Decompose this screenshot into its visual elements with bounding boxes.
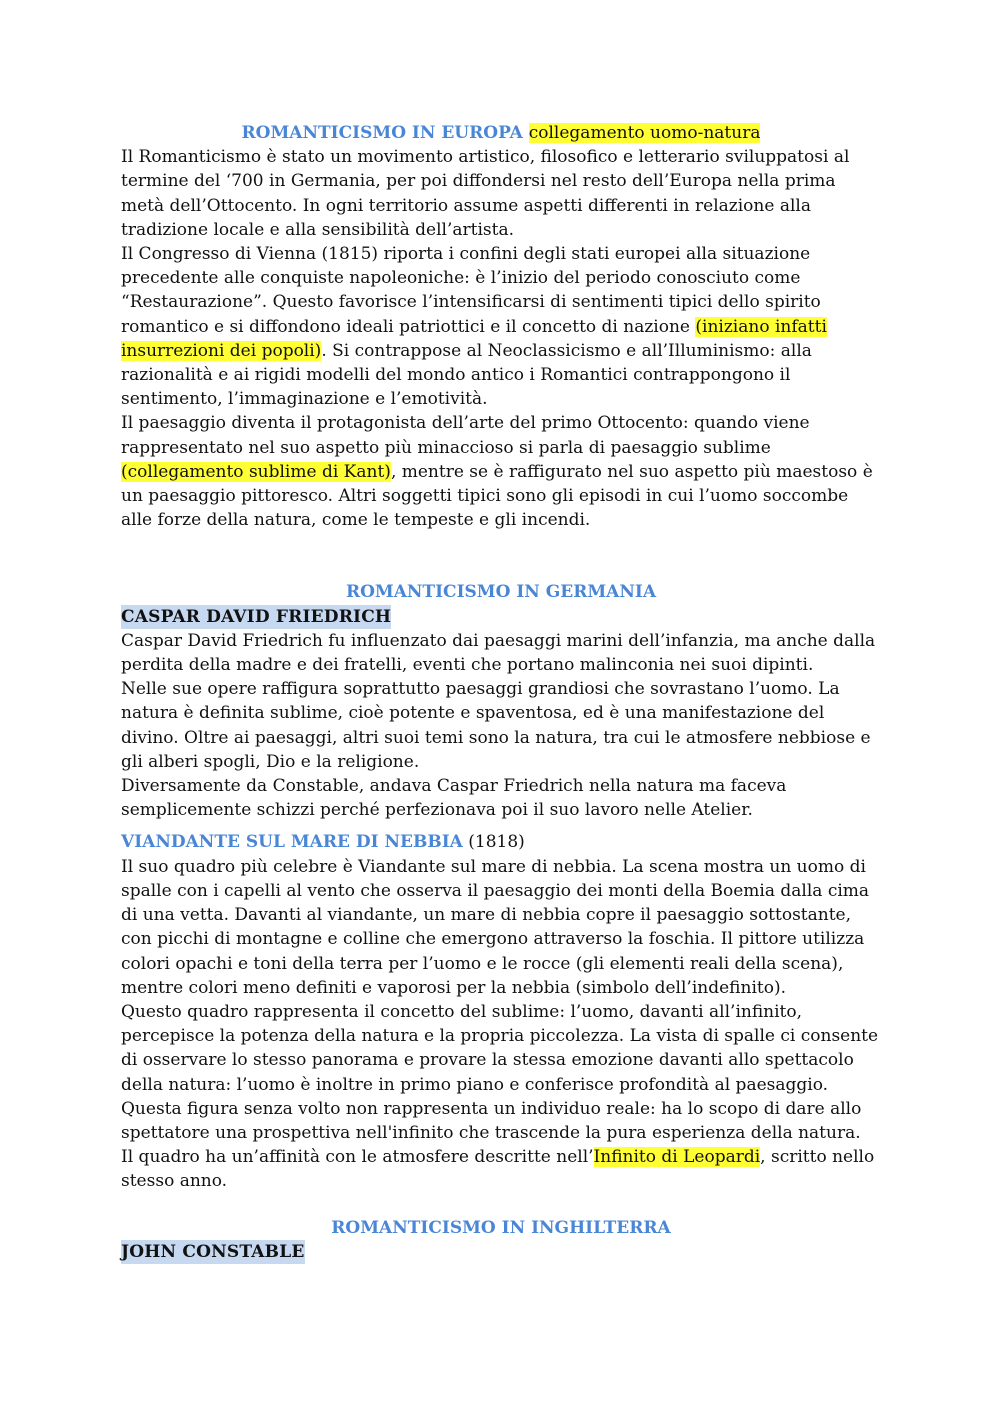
paragraph-text: Il quadro ha un’affinità con le atmosfere descritte nell’ bbox=[121, 1147, 594, 1168]
heading-romanticismo-germania: ROMANTICISMO IN GERMANIA bbox=[345, 582, 657, 603]
artwork-year: (1818) bbox=[462, 832, 525, 853]
paragraph-text: , scritto nello stesso anno. bbox=[121, 1147, 875, 1192]
paragraph: Questo quadro rappresenta il concetto del sublime: l’uomo, davanti all’infinito, percepisce la potenza della natura e la propria piccolezza. La vista di spalle ci consente di osservare lo stesso panorama e provare la stessa emozione davanti allo spettacolo della natura: l’uomo è inoltre in primo piano e conferisce profondità al paesaggio. Questa figura senza volto non rappresenta un individuo reale: ha lo scopo di dare allo spettatore una prospettiva nell'infinito che trascende la pura esperienza della natura. bbox=[121, 1001, 879, 1143]
artwork-heading bbox=[121, 830, 881, 854]
paragraph bbox=[121, 411, 881, 532]
heading-text: ROMANTICISMO IN EUROPA bbox=[241, 123, 523, 143]
document-page bbox=[121, 121, 881, 1264]
paragraph-text: , mentre se è raffigurato nel suo aspetto più maestoso è un paesaggio pittoresco. Altri soggetti tipici sono gli episodi in cui l’uomo soccombe alle forze della natura, come le tempeste e gli incendi. bbox=[121, 461, 873, 531]
highlighted-text: Infinito di Leopardi bbox=[593, 1147, 761, 1168]
paragraph: Diversamente da Constable, andava Caspar Friedrich nella natura ma faceva semplicemente schizzi perché perfezionava poi il suo lavoro nelle Atelier. bbox=[121, 776, 787, 821]
paragraph-text: Il paesaggio diventa il protagonista dell’arte del primo Ottocento: quando viene rappresentato nel suo aspetto più minaccioso si parla di paesaggio sublime bbox=[121, 413, 810, 458]
paragraph bbox=[121, 1145, 881, 1193]
artist-name: CASPAR DAVID FRIEDRICH bbox=[121, 605, 391, 629]
paragraph bbox=[121, 242, 881, 411]
paragraph-text: . Si contrappose al Neoclassicismo e all’Illuminismo: alla razionalità e ai rigidi modelli del mondo antico i Romantici contrappongono il sentimento, l’immaginazione e l’emotività. bbox=[121, 340, 812, 410]
highlighted-text: (iniziano infatti insurrezioni dei popoli) bbox=[121, 316, 827, 361]
highlighted-text: (collegamento sublime di Kant) bbox=[121, 461, 391, 482]
artist-name: JOHN CONSTABLE bbox=[121, 1240, 305, 1264]
paragraph: Il Romanticismo è stato un movimento artistico, filosofico e letterario sviluppatosi al termine del ‘700 in Germania, per poi diffondersi nel resto dell’Europa nella prima metà dell’Ottocento. In ogni territorio assume aspetti differenti in relazione alla tradizione locale e alla sensibilità dell’artista. bbox=[121, 147, 850, 240]
paragraph: Il suo quadro più celebre è Viandante sul mare di nebbia. La scena mostra un uomo di spalle con i capelli al vento che osserva il paesaggio dei monti della Boemia dalla cima di una vetta. Davanti al viandante, un mare di nebbia copre il paesaggio sottostante, con picchi di montagne e colline che emergono attraverso la foschia. Il pittore utilizza colori opachi e toni della terra per l’uomo e le rocce (gli elementi reali della scena), mentre colori meno definiti e vaporosi per la nebbia (simbolo dell’indefinito). bbox=[121, 856, 870, 998]
paragraph: Nelle sue opere raffigura soprattutto paesaggi grandiosi che sovrastano l’uomo. La natura è definita sublime, cioè potente e spaventosa, ed è una manifestazione del divino. Oltre ai paesaggi, altri suoi temi sono la natura, tra cui le atmosfere nebbiose e gli alberi spogli, Dio e la religione. bbox=[121, 679, 871, 772]
heading-highlight: collegamento uomo-natura bbox=[528, 123, 761, 143]
artist-heading bbox=[121, 605, 881, 629]
heading-romanticismo-europa bbox=[121, 121, 881, 145]
artist-heading bbox=[121, 1240, 881, 1264]
paragraph: Caspar David Friedrich fu influenzato dai paesaggi marini dell’infanzia, ma anche dalla perdita della madre e dei fratelli, eventi che portano malinconia nei suoi dipinti. bbox=[121, 630, 876, 676]
artwork-title: VIANDANTE SUL MARE DI NEBBIA bbox=[121, 832, 463, 853]
paragraph-text: Il Congresso di Vienna (1815) riporta i confini degli stati europei alla situazione precedente alle conquiste napoleoniche: è l’inizio del periodo conosciuto come “Restaurazione”. Questo favorisce l’intensificarsi di sentimenti tipici dello spirito romantico e si diffondono ideali patriottici e il concetto di nazione bbox=[121, 244, 821, 337]
heading-romanticismo-inghilterra: ROMANTICISMO IN INGHILTERRA bbox=[331, 1217, 671, 1238]
